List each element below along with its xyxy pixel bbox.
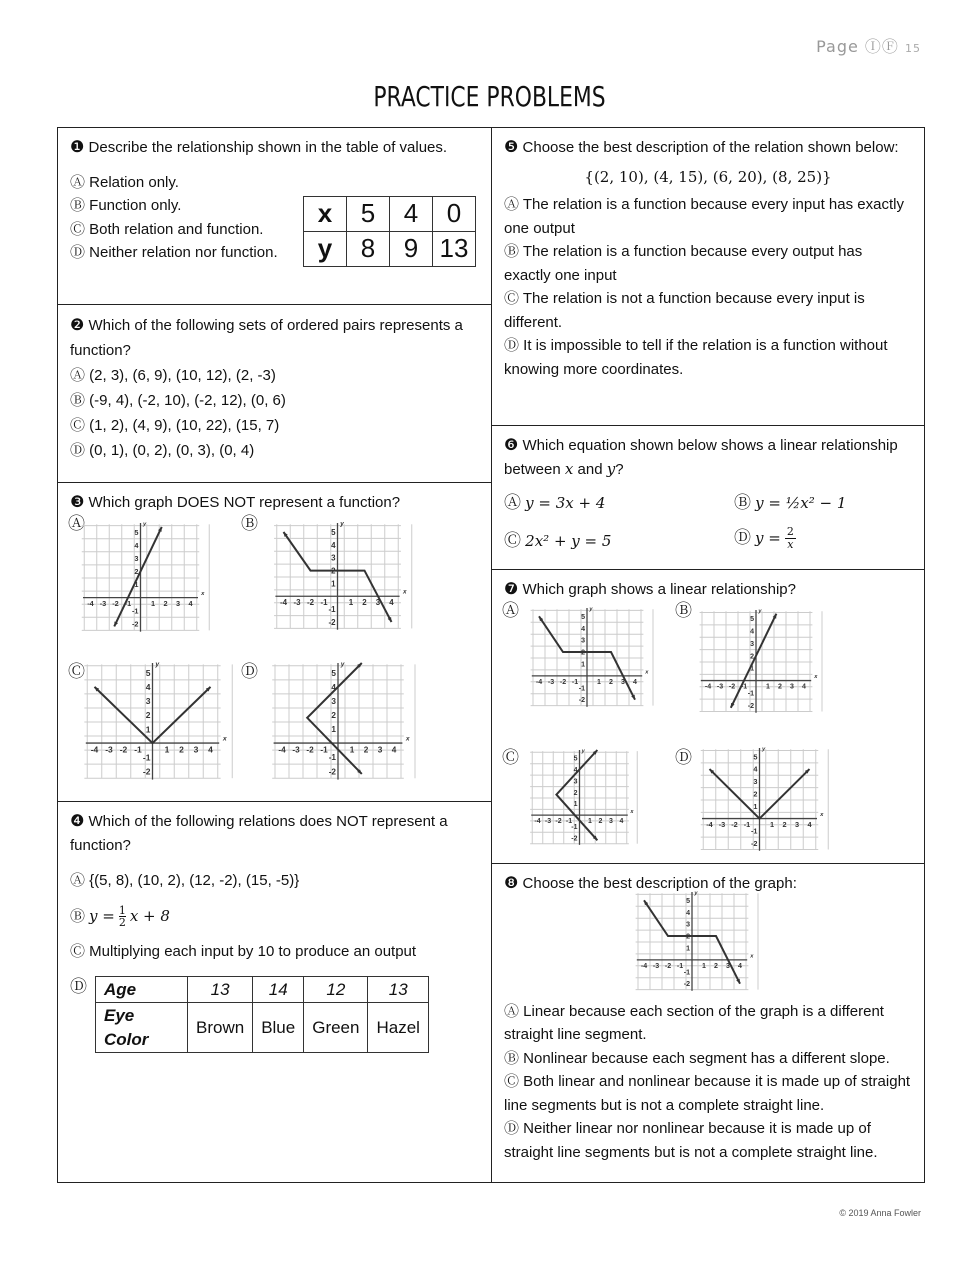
y-tick-label: 2 [750, 653, 754, 661]
page-number-value: 15 [905, 42, 921, 55]
fraction [119, 905, 126, 928]
y-tick-label: -2 [750, 839, 758, 849]
x-tick-label: 1 [348, 598, 354, 608]
y-tick-label: 3 [750, 640, 754, 648]
y-tick-label: 3 [573, 778, 578, 786]
y-tick-label: -2 [683, 981, 690, 989]
x-axis-label: x [405, 735, 410, 743]
x-tick-label: -2 [306, 745, 314, 755]
x-tick-label: -1 [320, 598, 328, 608]
x-tick-label: -3 [293, 598, 301, 608]
x-tick-label: 1 [150, 598, 156, 608]
x-tick-label: -1 [320, 745, 328, 755]
equation: y = ½x² − 1 [755, 494, 847, 512]
y-tick-label: 4 [145, 682, 151, 693]
page-title: PRACTICE PROBLEMS [373, 80, 606, 113]
option-d[interactable]: Ⓓ (0, 1), (0, 2), (0, 3), (0, 4) [70, 442, 255, 459]
x-tick-label: 2 [778, 683, 782, 691]
y-tick-label: 3 [134, 554, 139, 564]
x-tick-label: 3 [175, 598, 181, 608]
question-2 [57, 304, 492, 483]
fraction [785, 526, 796, 551]
page-number [816, 34, 921, 57]
x-tick-label: 4 [188, 598, 193, 608]
option-c[interactable]: Ⓒ [502, 748, 519, 768]
table-cell: Brown [188, 1003, 253, 1053]
x-tick-label: 3 [794, 819, 800, 829]
question-6 [491, 425, 925, 570]
graph-a [78, 523, 203, 633]
x-tick-label: 2 [714, 962, 718, 970]
option-b[interactable]: Ⓑ (-9, 4), (-2, 10), (-2, 12), (0, 6) [70, 392, 286, 409]
y-axis-label: y [143, 521, 147, 528]
option-letter: Ⓑ [70, 907, 86, 925]
x-tick-label: -4 [706, 819, 713, 829]
y-tick-label: 2 [581, 649, 585, 657]
y-axis-label: y [589, 606, 593, 613]
table-cell: 14 [253, 976, 304, 1003]
equation-rhs: x + 8 [129, 906, 170, 925]
y-tick-label: 2 [753, 789, 758, 799]
question-number: ❺ [504, 137, 519, 156]
option-d[interactable] [734, 526, 796, 551]
y-tick-label: 2 [573, 789, 578, 797]
table-cell: Hazel [368, 1003, 428, 1053]
graph-c [527, 750, 632, 846]
x-axis-label: x [630, 808, 634, 815]
question-number: ❹ [70, 811, 85, 830]
x-tick-label: -1 [124, 598, 132, 608]
question-1 [57, 127, 492, 305]
x-tick-label: -4 [535, 678, 543, 686]
y-tick-label: 3 [331, 697, 336, 707]
question-text: Which of the following sets of ordered pairs represents a function? [70, 317, 463, 359]
x-tick-label: 4 [807, 819, 812, 829]
option-a[interactable]: Ⓐ [68, 514, 85, 534]
x-tick-label: 3 [621, 678, 625, 686]
table-cell: Green [304, 1003, 368, 1053]
x-label: x [304, 197, 347, 232]
x-tick-label: -2 [306, 598, 315, 608]
option-d[interactable]: Ⓓ [675, 748, 692, 768]
x-tick-label: 2 [598, 818, 603, 826]
equation-lhs: y = [89, 906, 115, 925]
x-tick-label: 2 [163, 598, 168, 608]
page-label: Page ⒾⒻ [816, 37, 899, 56]
y-tick-label: 3 [686, 921, 690, 929]
option-b[interactable]: Ⓑ [241, 514, 258, 534]
numerator: 1 [118, 903, 126, 917]
equation: 2x² + y = 5 [525, 532, 612, 550]
y-tick-label: 5 [134, 527, 139, 537]
x-tick-label: -4 [534, 818, 541, 826]
y-tick-label: 4 [331, 682, 336, 692]
y-tick-label: 3 [331, 553, 336, 563]
equation: y = 3x + 4 [525, 494, 606, 512]
x-axis-label: x [645, 669, 649, 676]
option-c[interactable] [504, 530, 611, 554]
x-tick-label: 3 [193, 744, 199, 755]
table-cell: 12 [304, 976, 368, 1003]
x-tick-label: 3 [609, 818, 613, 826]
x-tick-label: -3 [718, 819, 726, 829]
x-axis-label: x [750, 953, 754, 960]
y-axis-label: y [340, 520, 344, 528]
question-text: and [573, 460, 607, 478]
x-tick-label: 4 [738, 962, 742, 970]
x-tick-label: 1 [588, 818, 592, 826]
question-number: ❼ [504, 579, 519, 598]
y-label: y [304, 232, 347, 267]
y-tick-label: 2 [145, 710, 151, 721]
y-tick-label: 5 [573, 755, 578, 763]
x-tick-label: -1 [676, 962, 684, 970]
y-axis-label: y [581, 748, 585, 755]
y-tick-label: 2 [331, 566, 336, 576]
question-8 [491, 863, 925, 1183]
x-tick-label: 1 [702, 962, 706, 970]
x-tick-label: -4 [279, 598, 288, 608]
question-number: ❷ [70, 315, 85, 334]
option-d[interactable]: Ⓓ It is impossible to tell if the relation is a function without knowing more coordinates. [504, 337, 888, 378]
y-tick-label: -1 [142, 752, 151, 763]
graph-d [697, 748, 822, 852]
y-tick-label: -2 [747, 702, 754, 710]
y-value: 13 [433, 232, 476, 267]
option-d[interactable]: Ⓓ Neither linear nor nonlinear because it is made up of straight line segments but is not a complete straight line. [504, 1120, 878, 1161]
x-tick-label: -3 [652, 962, 660, 970]
option-c[interactable]: Ⓒ Both relation and function. [70, 220, 264, 238]
x-tick-label: 2 [362, 598, 367, 608]
x-tick-label: -4 [87, 598, 94, 608]
graph-a [527, 608, 647, 708]
y-tick-label: 4 [686, 909, 690, 917]
y-tick-label: 1 [686, 945, 690, 953]
question-text: Choose the best description of the graph: [522, 875, 797, 892]
y-tick-label: 5 [750, 616, 754, 624]
y-axis-label: y [155, 660, 160, 668]
x-tick-label: -4 [90, 744, 99, 755]
x-tick-label: 1 [769, 819, 775, 829]
x-tick-label: -1 [571, 678, 579, 686]
x-tick-label: -4 [640, 962, 648, 970]
y-tick-label: 3 [145, 696, 151, 707]
x-tick-label: -2 [112, 598, 119, 608]
option-a[interactable]: Ⓐ The relation is a function because every input has exactly one output [504, 196, 904, 237]
y-tick-label: 1 [573, 801, 578, 809]
graph [632, 892, 752, 992]
y-tick-label: 2 [331, 711, 336, 721]
question-5 [491, 127, 925, 426]
y-tick-label: 4 [581, 625, 585, 633]
x-tick-label: 4 [391, 745, 397, 755]
xy-table [303, 196, 476, 267]
option-a[interactable]: Ⓐ [502, 601, 519, 621]
row-header: Eye Color [96, 1003, 188, 1053]
x-value: 5 [347, 197, 390, 232]
option-a[interactable]: Ⓐ Relation only. [70, 173, 179, 191]
denominator: 2 [118, 915, 126, 929]
y-tick-label: -1 [328, 753, 336, 763]
option-c[interactable]: Ⓒ (1, 2), (4, 9), (10, 22), (15, 7) [70, 417, 280, 434]
y-tick-label: 1 [134, 580, 139, 590]
y-tick-label: 1 [145, 724, 151, 735]
age-eye-color-table [95, 976, 429, 1054]
relation-set: {(2, 10), (4, 15), (6, 20), (8, 25)} [584, 167, 832, 186]
question-text: Describe the relationship shown in the table of values. [88, 139, 448, 156]
x-value: 4 [390, 197, 433, 232]
graph-b [696, 610, 816, 714]
y-axis-label: y [694, 890, 698, 897]
y-tick-label: 5 [686, 897, 690, 905]
variable-x: x [564, 459, 574, 478]
question-number: ❽ [504, 873, 519, 892]
option-b[interactable] [70, 905, 479, 929]
x-tick-label: 2 [179, 744, 184, 755]
y-tick-label: -2 [328, 767, 336, 777]
option-d[interactable] [70, 976, 479, 1054]
y-tick-label: 4 [750, 628, 754, 636]
x-tick-label: 2 [363, 745, 369, 755]
option-d[interactable]: Ⓓ [241, 662, 258, 682]
x-axis-label: x [201, 591, 205, 598]
question-7 [491, 569, 925, 864]
x-tick-label: 4 [389, 598, 394, 608]
x-tick-label: -1 [565, 818, 573, 826]
x-tick-label: -3 [544, 818, 552, 826]
option-b[interactable]: Ⓑ [675, 601, 692, 621]
x-tick-label: 4 [802, 683, 806, 691]
x-tick-label: -4 [278, 745, 286, 755]
y-tick-label: 1 [750, 665, 754, 673]
option-letter: Ⓓ [734, 527, 751, 548]
y-value: 9 [390, 232, 433, 267]
y-tick-label: 5 [753, 752, 758, 762]
question-text: Which graph shows a linear relationship? [522, 581, 796, 598]
y-axis-label: y [340, 660, 345, 668]
y-tick-label: -2 [328, 617, 336, 627]
y-tick-label: -1 [328, 605, 336, 615]
option-a[interactable]: Ⓐ {(5, 8), (10, 2), (12, -2), (15, -5)} [70, 872, 300, 889]
option-letter: Ⓓ [70, 976, 87, 997]
question-3 [57, 482, 492, 802]
x-tick-label: 1 [597, 678, 601, 686]
table-cell: 13 [188, 976, 253, 1003]
option-c[interactable]: Ⓒ Multiplying each input by 10 to produce an output [70, 943, 417, 960]
y-tick-label: 1 [753, 801, 758, 811]
y-value: 8 [347, 232, 390, 267]
y-tick-label: 5 [331, 527, 336, 537]
option-b[interactable]: Ⓑ The relation is a function because every output has exactly one input [504, 243, 863, 284]
x-tick-label: -2 [728, 683, 736, 691]
option-letter: Ⓒ [504, 531, 521, 551]
x-tick-label: 4 [208, 744, 213, 755]
question-text: Which equation shown below shows a linear relationship between [504, 437, 898, 478]
graph-b [270, 520, 407, 631]
table-cell: 13 [368, 976, 428, 1003]
variable-y: y [606, 459, 616, 478]
option-letter: Ⓐ [504, 493, 521, 513]
x-tick-label: -1 [740, 683, 748, 691]
y-tick-label: -1 [578, 685, 585, 693]
x-tick-label: -2 [555, 818, 562, 826]
question-number: ❸ [70, 492, 85, 511]
y-tick-label: 4 [331, 540, 336, 550]
x-tick-label: -2 [559, 678, 567, 686]
y-tick-label: -2 [571, 835, 578, 843]
copyright: © 2019 Anna Fowler [839, 1208, 921, 1218]
x-tick-label: 3 [726, 962, 730, 970]
option-d[interactable]: Ⓓ Neither relation nor function. [70, 244, 278, 261]
x-tick-label: 1 [349, 745, 355, 755]
x-tick-label: -4 [704, 683, 712, 691]
x-tick-label: 2 [782, 819, 787, 829]
question-number: ❶ [70, 137, 85, 156]
option-b[interactable] [734, 492, 846, 516]
y-tick-label: 3 [753, 777, 758, 787]
y-tick-label: -2 [131, 619, 139, 629]
graph-d [268, 660, 410, 781]
y-tick-label: 2 [134, 567, 139, 577]
y-tick-label: 2 [686, 933, 690, 941]
y-tick-label: 4 [134, 540, 139, 550]
option-c[interactable]: Ⓒ The relation is not a function because every input is different. [504, 290, 865, 331]
x-tick-label: 3 [790, 683, 794, 691]
row-header: Age [96, 976, 188, 1003]
x-tick-label: -3 [99, 598, 107, 608]
x-tick-label: 3 [375, 598, 381, 608]
question-text: Which graph DOES NOT represent a function? [88, 494, 401, 511]
question-text: Choose the best description of the relation shown below: [522, 139, 899, 156]
option-c[interactable]: Ⓒ Both linear and nonlinear because it is made up of straight line segments but is not a complete straight line. [504, 1073, 911, 1114]
option-a[interactable]: Ⓐ Linear because each section of the graph is a different straight line segment. [504, 1002, 884, 1043]
x-axis-label: x [820, 812, 824, 819]
y-tick-label: 4 [573, 766, 578, 774]
x-tick-label: -2 [731, 819, 738, 829]
question-number: ❻ [504, 435, 519, 454]
x-tick-label: -1 [743, 819, 751, 829]
x-tick-label: 2 [609, 678, 613, 686]
option-a[interactable]: Ⓐ (2, 3), (6, 9), (10, 12), (2, -3) [70, 367, 276, 384]
numerator: 2 [786, 525, 794, 538]
y-tick-label: 1 [581, 661, 585, 669]
y-tick-label: 5 [581, 613, 585, 621]
y-tick-label: -1 [683, 969, 690, 977]
table-cell: Blue [253, 1003, 304, 1053]
y-tick-label: 4 [753, 764, 758, 774]
x-tick-label: -3 [105, 744, 113, 755]
option-letter: Ⓑ [734, 493, 751, 513]
x-tick-label: 4 [633, 678, 637, 686]
option-b[interactable]: Ⓑ Function only. [70, 197, 182, 214]
x-tick-label: -3 [547, 678, 555, 686]
y-axis-label: y [762, 746, 766, 753]
x-tick-label: -3 [716, 683, 724, 691]
question-text: ? [615, 460, 624, 478]
x-tick-label: -3 [292, 745, 300, 755]
x-tick-label: -2 [119, 744, 128, 755]
option-c[interactable]: Ⓒ [68, 662, 85, 682]
y-tick-label: -1 [750, 826, 758, 836]
y-tick-label: 3 [581, 637, 585, 645]
x-tick-label: -2 [664, 962, 672, 970]
x-tick-label: 1 [766, 683, 770, 691]
x-value: 0 [433, 197, 476, 232]
graph-c [80, 660, 227, 781]
y-axis-label: y [758, 608, 762, 615]
y-tick-label: 1 [331, 725, 336, 735]
y-tick-label: 5 [145, 668, 151, 679]
option-b[interactable]: Ⓑ Nonlinear because each segment has a different slope. [504, 1049, 890, 1067]
equation-lhs: y = [755, 528, 781, 547]
x-tick-label: 1 [164, 744, 170, 755]
question-text: Which of the following relations does NOT represent a function? [70, 813, 448, 854]
x-tick-label: 4 [619, 818, 624, 826]
y-tick-label: -2 [578, 697, 585, 705]
y-tick-label: -2 [142, 766, 151, 777]
y-tick-label: -1 [131, 606, 139, 616]
y-tick-label: 1 [331, 579, 336, 589]
y-tick-label: -1 [571, 824, 578, 832]
y-tick-label: 5 [331, 668, 336, 678]
x-tick-label: -1 [134, 744, 142, 755]
denominator: x [787, 538, 794, 551]
x-axis-label: x [402, 588, 407, 596]
x-axis-label: x [814, 674, 818, 681]
question-4 [57, 801, 492, 1183]
x-axis-label: x [222, 735, 227, 743]
option-a[interactable] [504, 492, 605, 516]
y-tick-label: -1 [747, 690, 754, 698]
x-tick-label: 3 [377, 745, 383, 755]
